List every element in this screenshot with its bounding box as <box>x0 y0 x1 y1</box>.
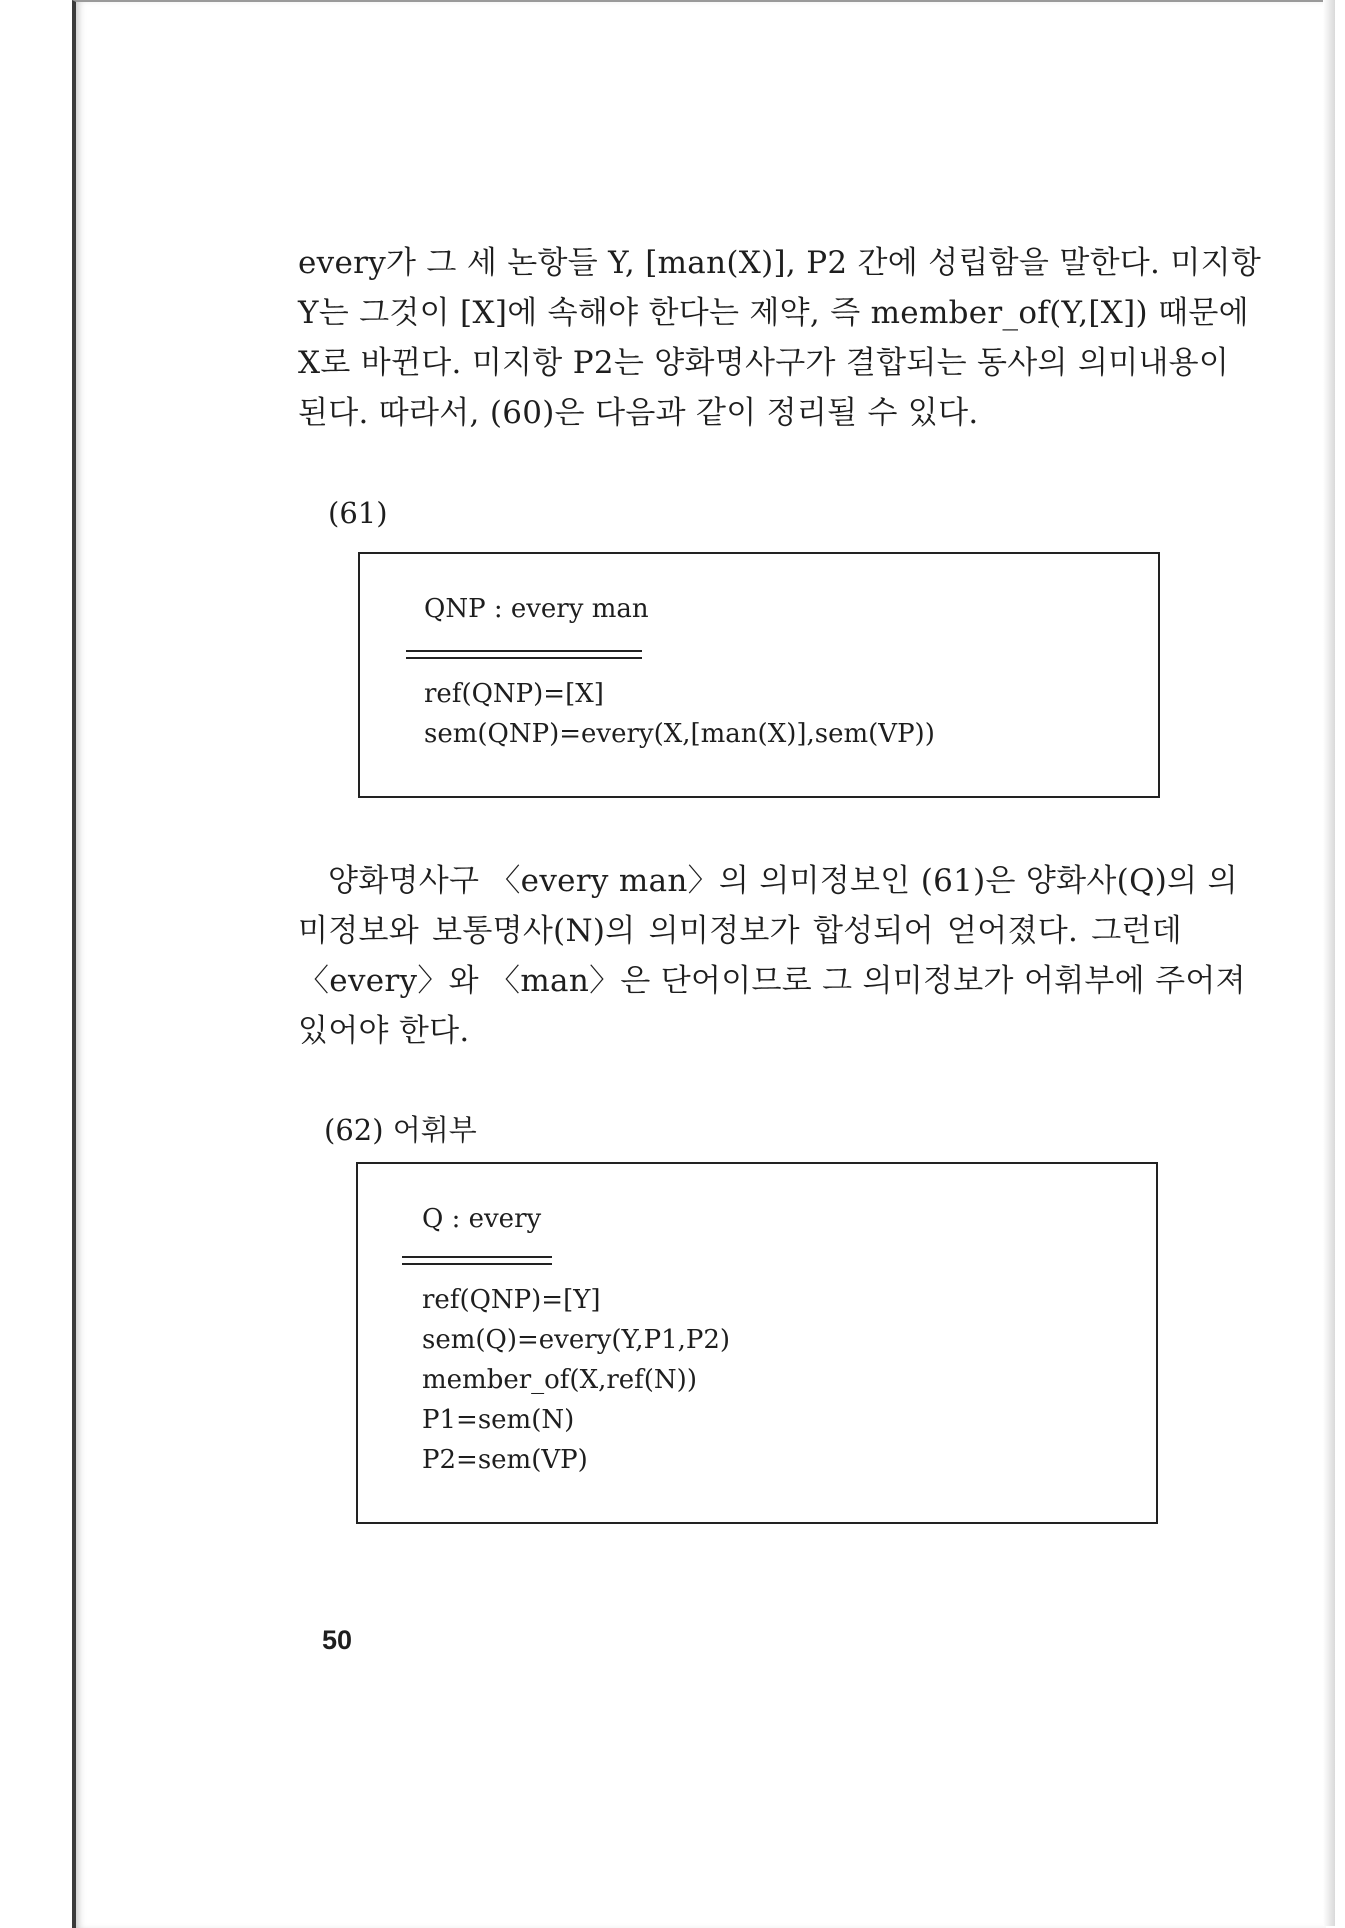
paragraph-1-line: Y는 그것이 [X]에 속해야 한다는 제약, 즉 member_of(Y,[X]) 때문에 <box>298 295 1249 331</box>
paragraph-1-line: 된다. 따라서, (60)은 다음과 같이 정리될 수 있다. <box>298 395 979 431</box>
example-61-title: QNP : every man <box>424 594 649 624</box>
paragraph-2-line: 미정보와 보통명사(N)의 의미정보가 합성되어 얻어졌다. 그런데 <box>298 913 1182 949</box>
example-62-line: P1=sem(N) <box>422 1405 575 1435</box>
example-62-box <box>356 1162 1158 1524</box>
example-62-line: ref(QNP)=[Y] <box>422 1285 601 1315</box>
example-62-line: sem(Q)=every(Y,P1,P2) <box>422 1325 731 1355</box>
paragraph-2 <box>298 856 1246 1056</box>
example-61-double-rule <box>406 650 642 659</box>
example-61-line: sem(QNP)=every(X,[man(X)],sem(VP)) <box>424 719 935 749</box>
example-62-lines <box>422 1280 730 1480</box>
paragraph-1-line: every가 그 세 논항들 Y, [man(X)], P2 간에 성립함을 말한다. 미지항 <box>298 245 1262 281</box>
example-61-label: (61) <box>328 496 388 530</box>
paragraph-2-line: 〈every〉와 〈man〉은 단어이므로 그 의미정보가 어휘부에 주어져 <box>298 963 1246 999</box>
example-62-line: P2=sem(VP) <box>422 1445 588 1475</box>
paragraph-2-line: 있어야 한다. <box>298 1013 470 1049</box>
page-edge <box>1323 0 1335 1926</box>
example-62-double-rule <box>402 1256 552 1265</box>
page-number: 50 <box>322 1625 353 1655</box>
example-62-label: (62) 어휘부 <box>324 1113 477 1147</box>
example-61-box <box>358 552 1160 798</box>
paragraph-1 <box>298 238 1262 438</box>
example-61-line: ref(QNP)=[X] <box>424 679 604 709</box>
example-62-line: member_of(X,ref(N)) <box>422 1365 697 1395</box>
paragraph-1-line: X로 바뀐다. 미지항 P2는 양화명사구가 결합되는 동사의 의미내용이 <box>298 345 1230 381</box>
example-62-title: Q : every <box>422 1204 542 1234</box>
paragraph-2-line: 양화명사구 〈every man〉의 의미정보인 (61)은 양화사(Q)의 의 <box>328 863 1238 899</box>
example-61-lines <box>424 674 935 754</box>
